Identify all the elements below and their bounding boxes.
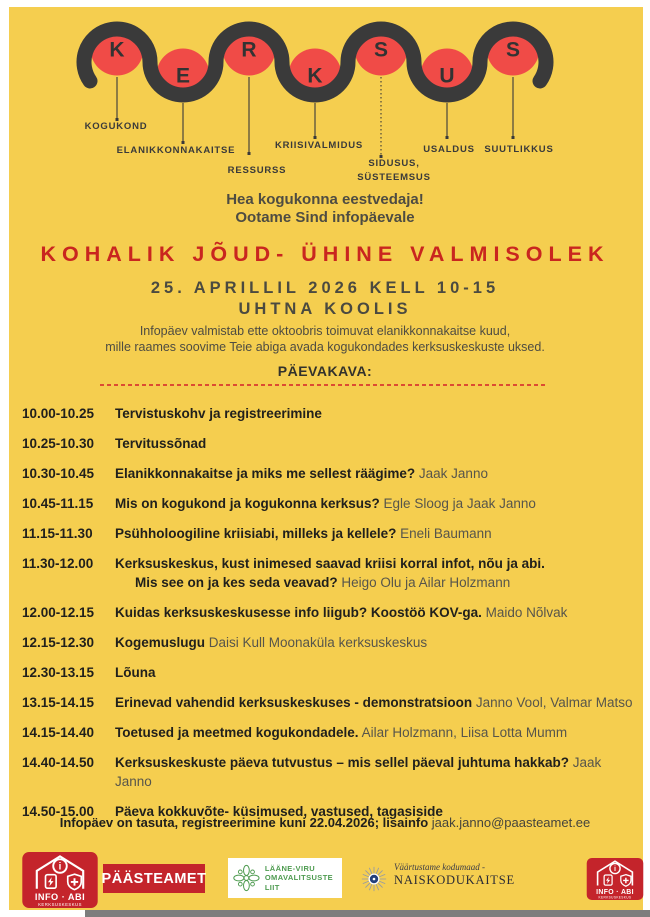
footer-email: jaak.janno@paasteamet.ee: [431, 815, 591, 830]
schedule-row: [22, 434, 634, 453]
laaneviru-name-line2: OMAVALITSUSTE LIIT: [264, 873, 334, 892]
schedule-row: [22, 693, 634, 712]
schedule-time: 14.40-14.50: [22, 755, 95, 770]
kerksus-keyword-label: ELANIKKONNAKAITSE: [116, 145, 236, 156]
info-i-glyph: i: [58, 861, 62, 873]
callout-dot: [446, 136, 449, 139]
footer-info-line: [0, 815, 650, 830]
kerksus-keyword-label: SÜSTEEMSUS: [357, 172, 431, 183]
agenda-divider: [100, 384, 548, 386]
schedule-time: 13.15-14.15: [22, 695, 95, 710]
schedule-topic: Tervitussõnad: [115, 436, 207, 451]
schedule-row: [22, 524, 634, 543]
schedule-time: 10.45-11.15: [22, 496, 94, 511]
schedule-time: 14.15-14.40: [22, 725, 95, 740]
kerksus-keyword-label: SUUTLIKKUS: [484, 144, 554, 155]
infoabi-title: INFO · ABI: [34, 891, 86, 902]
callout-dot: [248, 152, 251, 155]
schedule-topic: Kogemuslugu: [115, 635, 205, 650]
naiskodukaitse-emblem-icon: [360, 865, 388, 893]
schedule-description: [115, 524, 634, 543]
kerksus-keyword-label: RESSURSS: [227, 165, 287, 176]
schedule-description: [115, 404, 634, 423]
schedule-time: 11.30-12.00: [22, 556, 94, 571]
schedule-row: [22, 404, 634, 423]
schedule-time: 14.50-15.00: [22, 804, 95, 819]
schedule-row: [22, 464, 634, 483]
schedule-speakers: Jaak Janno: [115, 755, 602, 789]
footer-info-text: Infopäev on tasuta, registreerimine kuni 22.04.2026; lisainfo: [59, 815, 429, 830]
callout-dot: [314, 136, 317, 139]
kerksus-letter: E: [175, 64, 191, 88]
schedule-time: 10.30-10.45: [22, 466, 95, 481]
kerksus-letter: S: [505, 38, 521, 62]
schedule-topic: Kuidas kerksuskeskusesse info liigub? Koostöö KOV-ga.: [115, 605, 482, 620]
schedule-description: [115, 663, 634, 682]
schedule-description: [115, 464, 634, 483]
schedule-description: [115, 554, 634, 592]
schedule-description: [115, 693, 634, 712]
invite-line-2: Ootame Sind infopäevale: [235, 209, 415, 226]
schedule-topic: Psühholoogiline kriisiabi, milleks ja kellele?: [115, 526, 397, 541]
naiskodukaitse-logo: [360, 862, 515, 893]
schedule-time: 12.30-13.15: [22, 665, 95, 680]
schedule-topic: Lõuna: [115, 665, 156, 680]
schedule-speakers: Daisi Kull Moonaküla kerksuskeskus: [205, 635, 428, 650]
schedule-description: [115, 723, 634, 742]
schedule-time: 12.00-12.15: [22, 605, 95, 620]
schedule-speakers: Janno Vool, Valmar Matso: [472, 695, 633, 710]
naiskodukaitse-tagline: Väärtustame kodumaad -: [394, 862, 485, 872]
schedule-time: 10.25-10.30: [22, 436, 95, 451]
infoabi-subtitle: KERKSUSKESKUS: [38, 902, 82, 908]
schedule-description: [115, 434, 634, 453]
paasteamet-label: PÄÄSTEAMET: [101, 870, 207, 887]
schedule-description: [115, 494, 634, 513]
info-i-glyph: i: [613, 864, 617, 874]
schedule-time: 11.15-11.30: [22, 526, 93, 541]
invite-line-1: Hea kogukonna eestvedaja!: [226, 191, 424, 208]
paasteamet-logo: [103, 864, 205, 893]
event-title: KOHALIK JÕUD- ÜHINE VALMISOLEK: [40, 242, 610, 266]
schedule-topic: Erinevad vahendid kerksuskeskuses - demonstratsioon: [115, 695, 473, 710]
laaneviru-name-line1: LÄÄNE-VIRU: [264, 863, 316, 873]
schedule-description: [115, 603, 634, 622]
kerksus-letter: U: [439, 64, 455, 88]
schedule-row: [22, 663, 634, 682]
schedule-row: [22, 603, 634, 622]
infoabi-logo-left: [20, 851, 100, 909]
laaneviru-logo: [228, 858, 342, 898]
schedule-speakers: Egle Sloog ja Jaak Janno: [379, 496, 536, 511]
kerksus-keyword-label: KRIISIVALMIDUS: [274, 140, 364, 151]
schedule-description: [115, 753, 634, 791]
schedule-topic-line2: [135, 573, 634, 592]
kerksus-keyword-label: SIDUSUS,: [368, 158, 420, 169]
schedule-speakers: Heigo Olu ja Ailar Holzmann: [337, 575, 511, 590]
schedule-time: 10.00-10.25: [22, 406, 95, 421]
schedule-row: [22, 554, 634, 592]
schedule-topic: Kerksuskeskus, kust inimesed saavad kriisi korral infot, nõu ja abi.: [115, 556, 545, 571]
schedule-row: [22, 723, 634, 742]
schedule-time: 12.15-12.30: [22, 635, 95, 650]
description-line-2: mille raames soovime Teie abiga avada kogukondades kerksuskeskuste uksed.: [105, 340, 545, 354]
schedule-row: [22, 494, 634, 513]
schedule-topic: Kerksuskeskuste päeva tutvustus – mis sellel päeval juhtuma hakkab?: [115, 755, 569, 770]
kerksus-wave-graphic: [0, 0, 650, 195]
schedule-row: [22, 633, 634, 652]
schedule-topic: Mis on kogukond ja kogukonna kerksus?: [115, 496, 380, 511]
kerksus-keyword-label: KOGUKOND: [84, 121, 148, 132]
schedule-speakers: Maido Nõlvak: [481, 605, 568, 620]
schedule-speakers: Jaak Janno: [415, 466, 488, 481]
callout-dot: [182, 141, 185, 144]
schedule-topic: Tervistuskohv ja registreerimine: [115, 406, 322, 421]
kerksus-letter: S: [373, 38, 389, 62]
schedule-topic: Päeva kokkuvõte- küsimused, vastused, tagasiside: [115, 804, 443, 819]
schedule-speakers: Eneli Baumann: [396, 526, 492, 541]
kerksus-keyword-label: USALDUS: [423, 144, 475, 155]
laaneviru-emblem-icon: [232, 862, 261, 894]
schedule-speakers: Ailar Holzmann, Liisa Lotta Mumm: [358, 725, 568, 740]
event-venue: UHTNA KOOLIS: [238, 300, 412, 318]
agenda-heading: PÄEVAKAVA:: [277, 363, 373, 379]
kerksus-letter: K: [109, 38, 125, 62]
event-date: 25. APRILLIL 2026 KELL 10-15: [150, 279, 500, 297]
callout-dot: [512, 136, 515, 139]
infoabi-subtitle: KERKSUSKESKUS: [598, 895, 632, 900]
description-line-1: Infopäev valmistab ette oktoobris toimuvat elanikkonnakaitse kuud,: [139, 324, 511, 338]
schedule-row: [22, 753, 634, 791]
infoabi-logo-right: [586, 849, 644, 909]
schedule-list: [22, 404, 634, 832]
schedule-topic: Toetused ja meetmed kogukondadele.: [115, 725, 359, 740]
schedule-topic: Mis see on ja kes seda veavad?: [135, 575, 338, 590]
kerksus-letter: K: [307, 64, 323, 88]
naiskodukaitse-name: NAISKODUKAITSE: [394, 873, 515, 887]
infoabi-title: INFO · ABI: [596, 888, 634, 896]
schedule-description: [115, 633, 634, 652]
kerksus-letter: R: [241, 38, 257, 62]
bottom-edge-strip: [85, 910, 650, 917]
schedule-topic: Elanikkonnakaitse ja miks me sellest räägime?: [115, 466, 416, 481]
